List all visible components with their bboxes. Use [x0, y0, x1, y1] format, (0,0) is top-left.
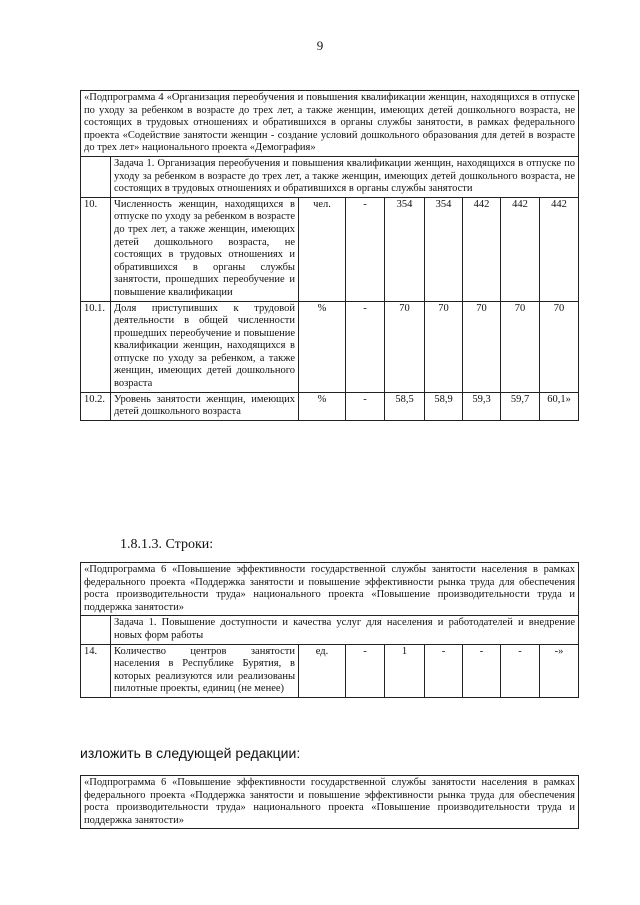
value-cell: 442: [540, 197, 579, 301]
task-row: [81, 616, 579, 644]
subprogram-title: «Подпрограмма 6 «Повышение эффективности государственной службы занятости населения в рамках федерального проекта «Поддержка занятости и повышение эффективности рынка труда для обеспечения роста производительности труда» национального проекта «Повышение производительности труда и поддержка занятости»: [81, 563, 579, 616]
subprogram-title: «Подпрограмма 4 «Организация переобучения и повышения квалификации женщин, находящихся в отпуске по уходу за ребенком в возрасте до трех лет, а также женщин, имеющих детей дошкольного возраста, не состоящих в трудовых отношениях и обратившихся в органы службы занятости, в рамках федерального проекта «Содействие занятости женщин - создание условий дошкольного образования для детей в возрасте до трех лет» национального проекта «Демография»: [81, 91, 579, 157]
indicator-name: Количество центров занятости населения в Республике Бурятия, в которых реализуются или реализованы пилотные проекты, единиц (не менее): [111, 644, 299, 697]
value-cell: 442: [463, 197, 501, 301]
page-number: 9: [316, 38, 324, 53]
subprogram-title: «Подпрограмма 6 «Повышение эффективности государственной службы занятости населения в рамках федерального проекта «Поддержка занятости и повышение эффективности рынка труда для обеспечения роста производительности труда» национального проекта «Повышение производительности труда и поддержка занятости»: [81, 776, 579, 829]
value-cell: 70: [540, 301, 579, 392]
unit-cell: %: [299, 301, 346, 392]
value-cell: 70: [463, 301, 501, 392]
indicator-name: Численность женщин, находящихся в отпуске по уходу за ребенком в возрасте до трех лет, а также женщин, имеющих детей дошкольного возраста, не состоящих в трудовых отношениях и обратившихся в органы службы занятости, прошедших переобучение и повышение квалификации: [111, 197, 299, 301]
unit-cell: %: [299, 392, 346, 420]
indicator-name: Уровень занятости женщин, имеющих детей дошкольного возраста: [111, 392, 299, 420]
row-number: 10.1.: [81, 301, 111, 392]
value-cell: -: [346, 644, 385, 697]
indicators-table-subprogram-4: [80, 90, 579, 421]
subprogram-row: [81, 91, 579, 157]
value-cell: -: [346, 392, 385, 420]
row-number: 10.2.: [81, 392, 111, 420]
value-cell: 1: [385, 644, 425, 697]
value-cell: -: [425, 644, 463, 697]
value-cell: -: [463, 644, 501, 697]
table-row: [81, 644, 579, 697]
value-cell: 70: [425, 301, 463, 392]
indicators-table-subprogram-6-new: [80, 775, 579, 829]
value-cell: 59,3: [463, 392, 501, 420]
value-cell: -: [501, 644, 540, 697]
empty-cell: [81, 156, 111, 197]
value-cell: 60,1»: [540, 392, 579, 420]
row-number: 10.: [81, 197, 111, 301]
unit-cell: ед.: [299, 644, 346, 697]
task-title: Задача 1. Организация переобучения и повышения квалификации женщин, находящихся в отпуске по уходу за ребенком в возрасте до трех лет, а также женщин, имеющих детей дошкольного возраста, не состоящих в трудовых отношениях и обратившихся в органы службы занятости: [111, 156, 579, 197]
value-cell: 70: [501, 301, 540, 392]
section-heading: 1.8.1.3. Строки:: [120, 537, 214, 552]
subprogram-row: [81, 776, 579, 829]
empty-cell: [81, 616, 111, 644]
task-row: [81, 156, 579, 197]
value-cell: -»: [540, 644, 579, 697]
table-row: [81, 301, 579, 392]
value-cell: -: [346, 301, 385, 392]
value-cell: -: [346, 197, 385, 301]
subprogram-row: [81, 563, 579, 616]
table-row: [81, 197, 579, 301]
value-cell: 442: [501, 197, 540, 301]
value-cell: 58,5: [385, 392, 425, 420]
section-heading: изложить в следующей редакции:: [80, 745, 301, 761]
task-title: Задача 1. Повышение доступности и качества услуг для населения и работодателей и внедрение новых форм работы: [111, 616, 579, 644]
value-cell: 58,9: [425, 392, 463, 420]
value-cell: 70: [385, 301, 425, 392]
value-cell: 59,7: [501, 392, 540, 420]
value-cell: 354: [425, 197, 463, 301]
value-cell: 354: [385, 197, 425, 301]
table-row: [81, 392, 579, 420]
indicators-table-subprogram-6-old: [80, 562, 579, 698]
unit-cell: чел.: [299, 197, 346, 301]
row-number: 14.: [81, 644, 111, 697]
indicator-name: Доля приступивших к трудовой деятельности в общей численности прошедших переобучение и повышение квалификации женщин, находящихся в отпуске по уходу за ребенком, а также женщин, имеющих детей дошкольного возраста: [111, 301, 299, 392]
